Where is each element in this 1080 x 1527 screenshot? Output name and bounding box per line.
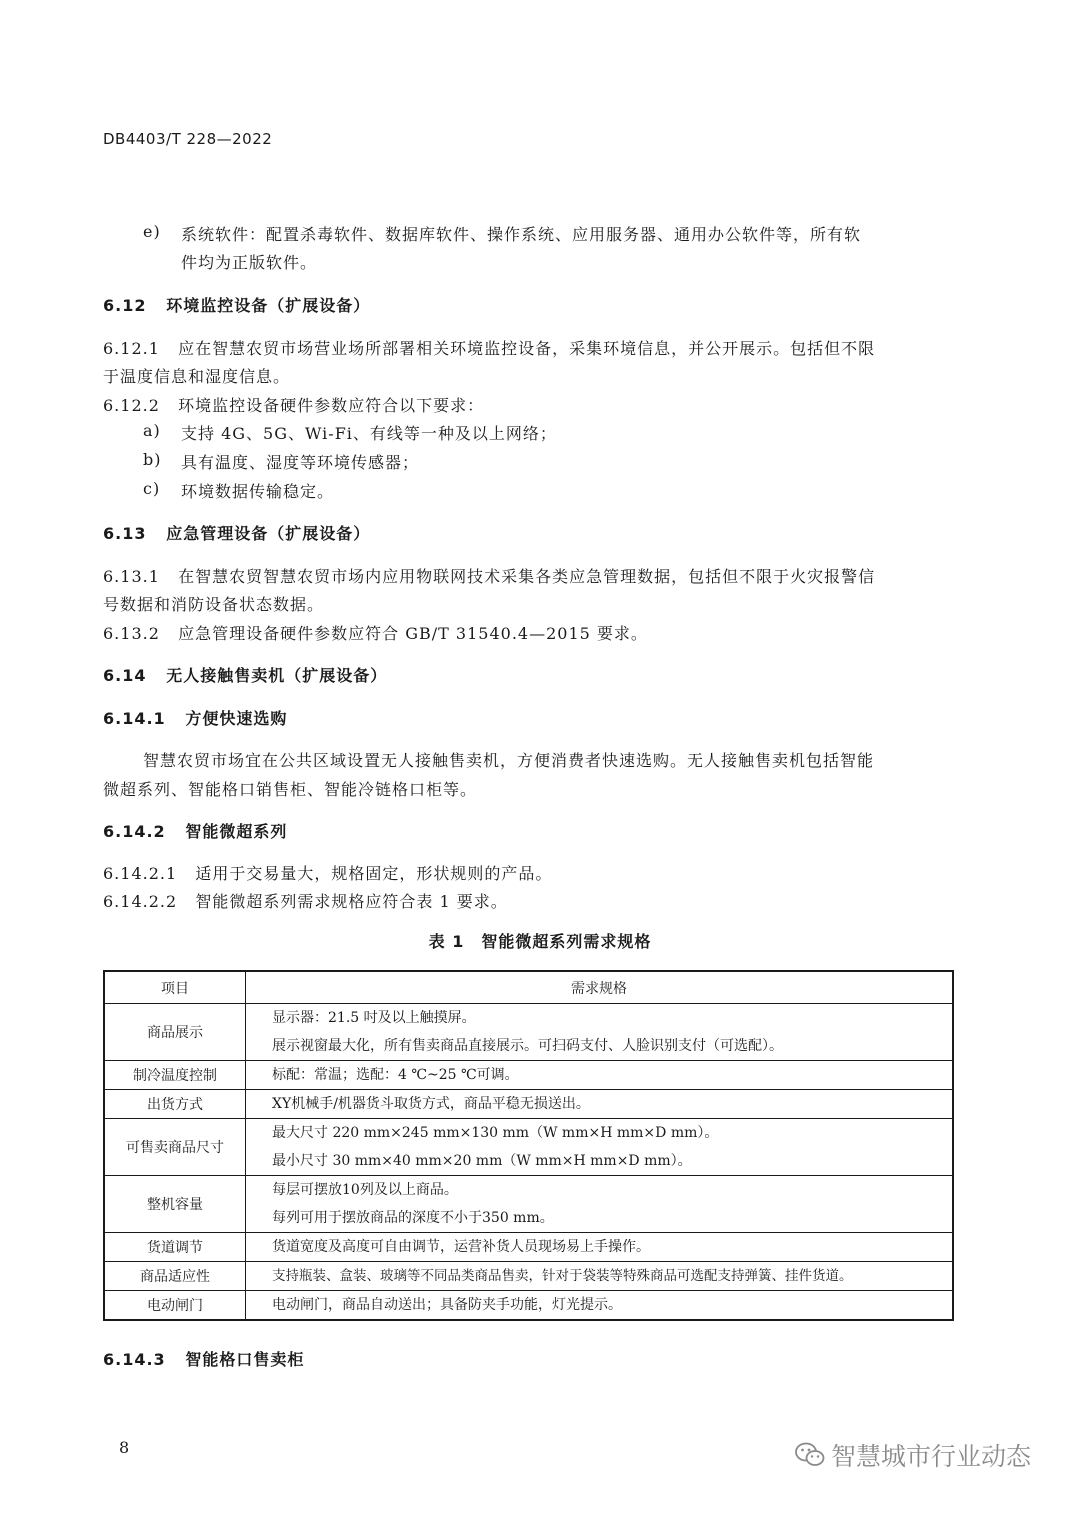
clause-text: 应在智慧农贸市场营业场所部署相关环境监控设备，采集环境信息，并公开展示。包括但不限 [178, 339, 876, 358]
table-row [104, 1176, 953, 1233]
list-text: 支持 4G、5G、Wi-Fi、有线等一种及以上网络； [181, 424, 557, 443]
column-header-requirement: 需求规格 [246, 971, 954, 1004]
requirement-line: 展示视窗最大化，所有售卖商品直接展示。可扫码支付、人脸识别支付（可选配）。 [272, 1038, 783, 1054]
row-requirement [246, 1176, 954, 1233]
table-header-row [104, 971, 953, 1004]
table-row [104, 1233, 953, 1262]
clause-6-13-1 [103, 564, 875, 587]
row-item: 商品适应性 [104, 1262, 246, 1291]
section-title: 环境监控设备（扩展设备） [166, 296, 371, 315]
wechat-icon [795, 1442, 825, 1468]
section-number: 6.13 [103, 524, 147, 543]
clause-number: 6.13.2 [103, 624, 160, 643]
clause-number: 6.14.2.1 [103, 864, 178, 883]
requirement-line: 每层可摆放10列及以上商品。 [272, 1182, 458, 1198]
section-number: 6.14.3 [103, 1350, 166, 1369]
document-code: DB4403/T 228—2022 [103, 130, 273, 148]
table-row [104, 1090, 953, 1119]
clause-text: 适用于交易量大，规格固定，形状规则的产品。 [195, 864, 553, 883]
list-item-b [143, 450, 420, 472]
clause-text: 在智慧农贸智慧农贸市场内应用物联网技术采集各类应急管理数据，包括但不限于火灾报警信 [178, 567, 876, 586]
clause-text: 应急管理设备硬件参数应符合 GB/T 31540.4—2015 要求。 [178, 624, 648, 643]
subsection-heading-6-14-1 [103, 706, 287, 729]
requirement-line: 货道宽度及高度可自由调节，运营补货人员现场易上手操作。 [272, 1239, 650, 1255]
section-title: 无人接触售卖机（扩展设备） [166, 666, 388, 685]
list-item-a [143, 421, 557, 443]
watermark [795, 1437, 1031, 1473]
requirement-line: 支持瓶装、盒装、玻璃等不同品类商品售卖，针对于袋装等特殊商品可选配支持弹簧、挂件货道。 [272, 1268, 853, 1284]
paragraph-continuation: 微超系列、智能格口销售柜、智能冷链格口柜等。 [103, 780, 478, 799]
table-caption: 表 1 智能微超系列需求规格 [428, 932, 652, 951]
row-requirement [246, 1119, 954, 1176]
row-requirement [246, 1291, 954, 1321]
list-label: c) [143, 479, 161, 498]
section-number: 6.14.1 [103, 709, 166, 728]
requirement-line: XY机械手/机器货斗取货方式，商品平稳无损送出。 [272, 1096, 590, 1112]
table-row [104, 1061, 953, 1090]
row-requirement [246, 1090, 954, 1119]
requirement-line: 每列可用于摆放商品的深度不小于350 mm。 [272, 1210, 554, 1226]
row-requirement [246, 1233, 954, 1262]
list-text: 具有温度、湿度等环境传感器； [181, 453, 420, 472]
row-item: 商品展示 [104, 1004, 246, 1061]
requirement-line: 最小尺寸 30 mm×40 mm×20 mm（W mm×H mm×D mm）。 [272, 1153, 692, 1169]
paragraph: 智慧农贸市场宜在公共区域设置无人接触售卖机，方便消费者快速选购。无人接触售卖机包括智能 [143, 751, 875, 770]
list-item-e-continuation: 件均为正版软件。 [181, 253, 318, 272]
subsection-heading-6-14-2 [103, 819, 287, 842]
section-title: 应急管理设备（扩展设备） [166, 524, 371, 543]
requirement-line: 显示器：21.5 吋及以上触摸屏。 [272, 1010, 476, 1026]
requirement-line: 电动闸门，商品自动送出；具备防夹手功能，灯光提示。 [272, 1297, 622, 1313]
page-number: 8 [119, 1438, 130, 1457]
row-item: 电动闸门 [104, 1291, 246, 1321]
spec-table [103, 970, 954, 1321]
row-requirement [246, 1262, 954, 1291]
list-item-c [143, 479, 335, 501]
clause-text: 环境监控设备硬件参数应符合以下要求： [178, 396, 485, 415]
clause-6-14-2-1 [103, 861, 552, 884]
list-item-e [143, 222, 862, 244]
list-label: a) [143, 421, 161, 440]
subsection-heading-6-14-3 [103, 1347, 304, 1370]
list-text: 系统软件：配置杀毒软件、数据库软件、操作系统、应用服务器、通用办公软件等，所有软 [181, 225, 862, 244]
list-text: 环境数据传输稳定。 [181, 482, 335, 501]
clause-text: 智能微超系列需求规格应符合表 1 要求。 [195, 892, 508, 911]
clause-number: 6.12.2 [103, 396, 160, 415]
column-header-item: 项目 [104, 971, 246, 1004]
section-title: 智能微超系列 [185, 822, 288, 841]
section-title: 智能格口售卖柜 [185, 1350, 305, 1369]
section-number: 6.12 [103, 296, 147, 315]
clause-6-12-1-continuation: 于温度信息和湿度信息。 [103, 367, 291, 386]
requirement-line: 标配：常温；选配：4 ℃~25 ℃可调。 [272, 1067, 519, 1083]
clause-6-12-2 [103, 393, 484, 416]
section-title: 方便快速选购 [185, 709, 288, 728]
clause-6-14-2-2 [103, 889, 508, 912]
row-item: 出货方式 [104, 1090, 246, 1119]
section-heading-6-14 [103, 663, 387, 686]
table-row [104, 1291, 953, 1321]
section-heading-6-13 [103, 521, 370, 544]
table-row [104, 1119, 953, 1176]
clause-number: 6.13.1 [103, 567, 160, 586]
clause-6-13-1-continuation: 号数据和消防设备状态数据。 [103, 595, 325, 614]
row-item: 货道调节 [104, 1233, 246, 1262]
row-item: 制冷温度控制 [104, 1061, 246, 1090]
clause-number: 6.14.2.2 [103, 892, 178, 911]
row-requirement [246, 1061, 954, 1090]
list-label: b) [143, 450, 162, 469]
watermark-text: 智慧城市行业动态 [831, 1442, 1032, 1471]
table-row [104, 1262, 953, 1291]
table-row [104, 1004, 953, 1061]
section-number: 6.14 [103, 666, 147, 685]
clause-6-13-2 [103, 621, 648, 644]
clause-6-12-1 [103, 336, 875, 359]
list-label: e) [143, 222, 161, 241]
clause-number: 6.12.1 [103, 339, 160, 358]
section-heading-6-12 [103, 293, 370, 316]
section-number: 6.14.2 [103, 822, 166, 841]
row-item: 可售卖商品尺寸 [104, 1119, 246, 1176]
requirement-line: 最大尺寸 220 mm×245 mm×130 mm（W mm×H mm×D mm）。 [272, 1125, 719, 1141]
row-item: 整机容量 [104, 1176, 246, 1233]
row-requirement [246, 1004, 954, 1061]
